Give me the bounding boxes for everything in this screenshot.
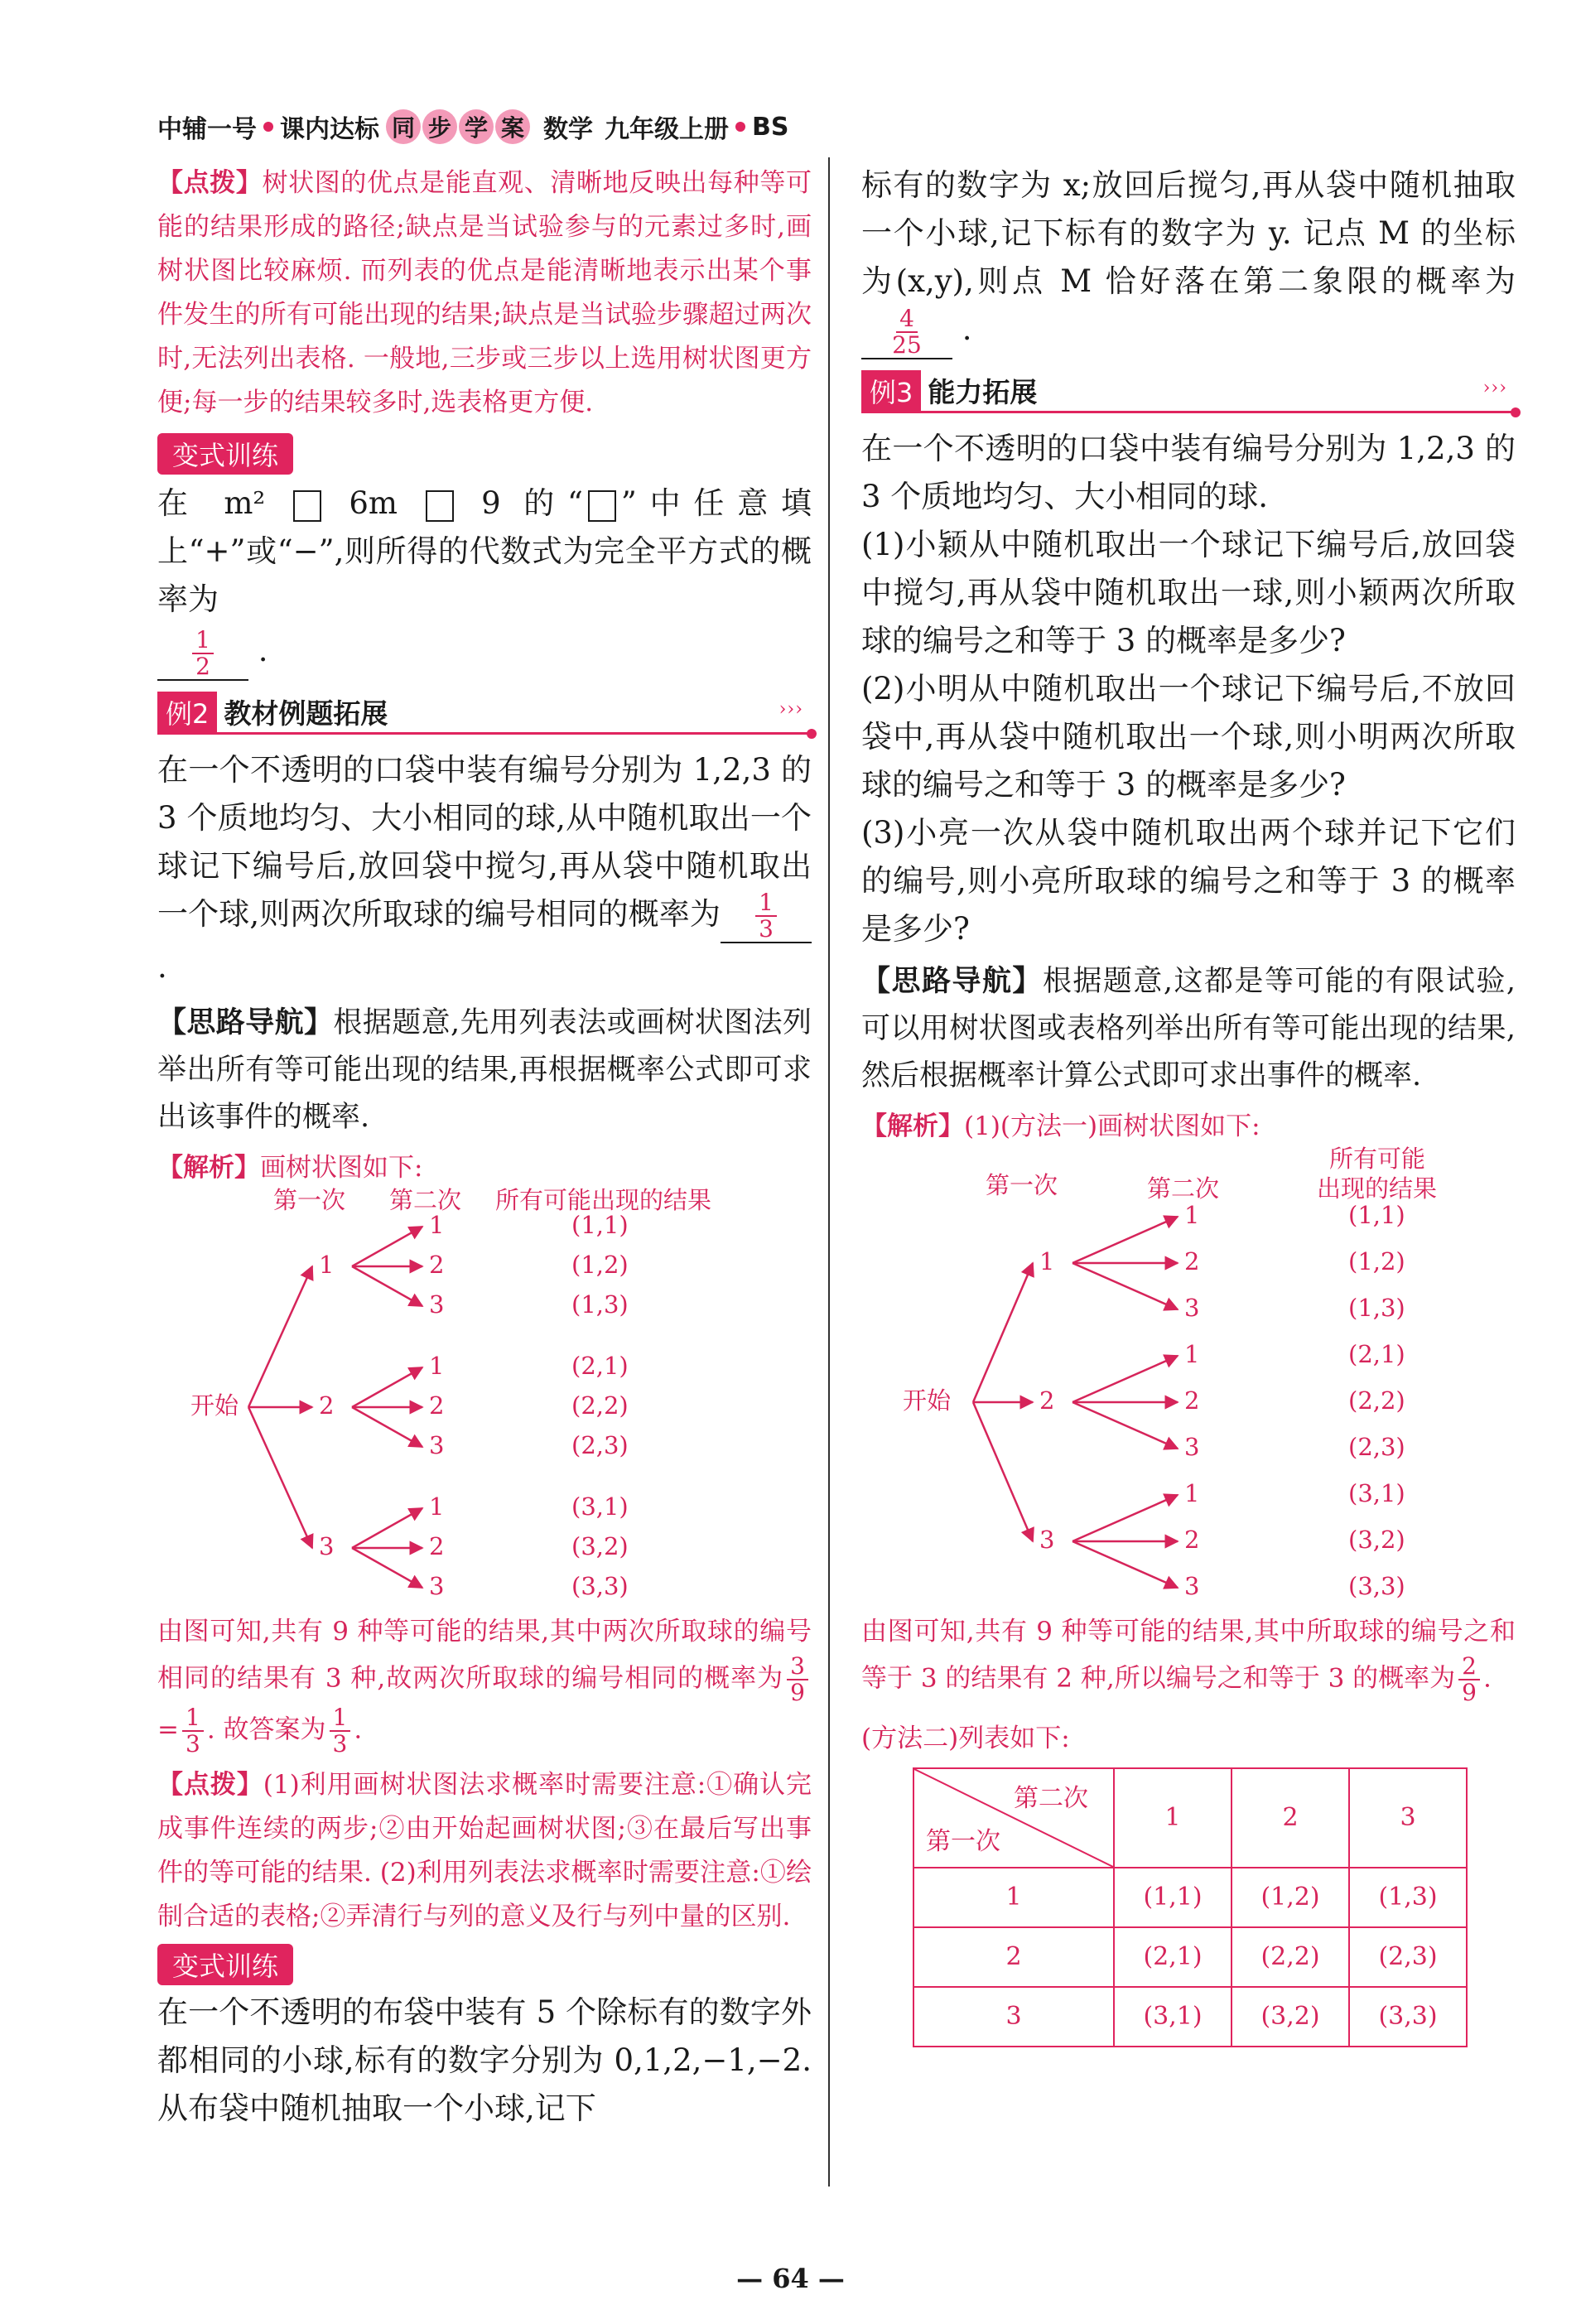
tip-1 (157, 162, 812, 425)
analysis-1 (157, 1146, 812, 1184)
tree-branch (973, 1263, 1033, 1402)
conclusion-1-text: 由图可知,共有 9 种等可能的结果,其中两次所取球的编号相同的结果有 3 种,故两次所取球的编号相同的概率为 (157, 1617, 812, 1694)
example-3-tag: 例3 (861, 370, 921, 412)
example-3-q1: (1)小颖从中随机取出一个球记下编号后,放回袋中搅匀,再从袋中随机取出一球,则小颖两次所取球的编号之和等于 3 的概率是多少? (861, 526, 1516, 658)
tip-1-text: 树状图的优点是能直观、清晰地反映出每种等可能的结果形成的路径;缺点是当试验参与的元素过多时,画树状图比较麻烦. 而列表的优点是能清晰地表示出某个事件发生的所有可能出现的结果;缺点是当试验步骤超过两次时,无法列出表格. 一般地,三步或三步以上选用树状图更方便;每一步的结果较多时,选表格更方便. (157, 168, 812, 417)
conclusion-1-text-b: . 故答案为 (206, 1714, 326, 1745)
numerator: 1 (755, 890, 777, 917)
table-cell: (3,1) (1114, 1987, 1232, 2047)
guide-1 (157, 1000, 812, 1141)
analysis-1-text: 画树状图如下: (260, 1153, 423, 1183)
corner-bottom-label: 第一次 (926, 1826, 1000, 1856)
tree-outcome: (1,2) (571, 1251, 629, 1279)
first-draw-node: 1 (319, 1251, 335, 1279)
tree-start: 开始 (190, 1391, 239, 1420)
tree-outcome: (2,3) (1348, 1432, 1405, 1461)
denominator: 3 (185, 1730, 200, 1757)
answer-fraction (892, 306, 922, 358)
period: . (354, 1714, 363, 1745)
tree-outcome: (3,2) (1348, 1525, 1405, 1554)
tree-branch (1072, 1356, 1178, 1402)
series: 课内达标 (280, 115, 379, 144)
dot-icon (1511, 407, 1521, 417)
blank-box (293, 490, 321, 522)
guide-2-label: 【思路导航】 (861, 964, 1043, 998)
example-2-tag: 例2 (157, 692, 217, 733)
answer-blank (861, 306, 952, 359)
guide-1-text: 根据题意,先用列表法或画树状图法列举出所有等可能出现的结果,再根据概率公式即可求出该事件的概率. (157, 1006, 812, 1134)
table-cell: (1,1) (1114, 1868, 1232, 1927)
dot-icon (807, 729, 817, 739)
method-2: (方法二)列表如下: (861, 1723, 1070, 1753)
chevrons-icon: ››› (1482, 377, 1507, 398)
second-draw-node: 2 (429, 1391, 445, 1420)
answer-fraction (192, 625, 214, 680)
answer-fraction (755, 890, 777, 942)
table-cell: (2,2) (1232, 1927, 1349, 1987)
tree-outcome: (2,2) (1348, 1386, 1405, 1415)
example-3-header (861, 371, 1516, 413)
first-draw-node: 2 (1039, 1386, 1055, 1415)
tree-diagram-1 (157, 1184, 812, 1606)
blank-box (588, 490, 616, 522)
tree-header-outcomes-a: 所有可能 (1329, 1144, 1426, 1173)
denominator: 9 (790, 1679, 805, 1706)
analysis-2-label: 【解析】 (861, 1111, 964, 1141)
tree-outcome: (3,2) (571, 1532, 629, 1560)
analysis-2 (861, 1105, 1516, 1142)
period: . (1482, 1663, 1492, 1693)
conclusion-2 (861, 1609, 1516, 1705)
grade: 九年级上册 (605, 115, 729, 144)
tree-outcome: (1,3) (571, 1290, 629, 1319)
example-3-question (861, 425, 1516, 953)
second-draw-node: 1 (1184, 1478, 1200, 1507)
tree-branch (352, 1548, 422, 1588)
second-draw-node: 2 (1184, 1246, 1200, 1275)
tree-outcome: (1,1) (571, 1211, 629, 1239)
tree-diagram-2 (861, 1142, 1516, 1606)
tree-outcome: (3,1) (571, 1492, 629, 1521)
example-2-text: 在一个不透明的口袋中装有编号分别为 1,2,3 的 3 个质地均匀、大小相同的球,从中随机取出一个球记下编号后,放回袋中搅匀,再从袋中随机取出一个球,则两次所取球的编号相同的概率为 (157, 751, 812, 932)
column-divider (828, 157, 830, 2187)
tree-branch (352, 1266, 422, 1306)
tree-header-second: 第二次 (389, 1186, 462, 1214)
running-header (157, 106, 788, 147)
table-col-header: 3 (1349, 1768, 1467, 1868)
blank-box (426, 490, 454, 522)
denominator: 2 (195, 652, 210, 680)
second-draw-node: 3 (429, 1572, 445, 1600)
tree-branch (248, 1266, 312, 1407)
page-number: — 64 — (736, 2263, 845, 2294)
tree-header-first: 第一次 (986, 1170, 1058, 1199)
analysis-2-text: (1)(方法一)画树状图如下: (964, 1111, 1260, 1141)
tree-outcome: (1,3) (1348, 1293, 1405, 1322)
dot-icon (263, 122, 273, 132)
second-draw-node: 3 (429, 1290, 445, 1319)
numerator: 1 (192, 628, 214, 654)
variant-1-question: 在 m² 6m 9 的“ ”中任意填上“+”或“−”,则所得的代数式为完全平方式的概率为 $\frac{1}{2}$ . (157, 485, 812, 680)
numerator: 1 (330, 1705, 351, 1732)
table-row-header: 3 (913, 1987, 1114, 2047)
tree-outcome: (1,1) (1348, 1200, 1405, 1229)
table-row-header: 1 (913, 1868, 1114, 1927)
variant-1 (157, 433, 812, 681)
example-2-title: 教材例题拓展 (224, 697, 388, 730)
table-cell: (3,2) (1232, 1987, 1349, 2047)
example-3-q3: (3)小亮一次从袋中随机取出两个球并记下它们的编号,则小亮所取球的编号之和等于 3 的概率是多少? (861, 814, 1516, 947)
second-draw-node: 1 (1184, 1339, 1200, 1368)
equals: = (157, 1714, 179, 1745)
tree-branch (352, 1407, 422, 1447)
denominator: 25 (892, 330, 922, 359)
table-col-header: 2 (1232, 1768, 1349, 1868)
chevrons-icon: ››› (778, 698, 803, 720)
variant-1-text-d: ”中任意填上“+”或“−”,则所得的代数式为完全平方式的概率为 (157, 485, 812, 617)
second-draw-node: 2 (429, 1251, 445, 1279)
tree-outcome: (1,2) (1348, 1246, 1405, 1275)
guide-2 (861, 958, 1516, 1100)
second-draw-node: 2 (1184, 1525, 1200, 1554)
answer-blank (721, 890, 812, 944)
tree-outcome: (3,1) (1348, 1478, 1405, 1507)
tree-outcome: (3,3) (1348, 1571, 1405, 1600)
circled-char: 案 (495, 109, 530, 144)
denominator: 9 (1462, 1678, 1477, 1706)
fraction (330, 1705, 351, 1757)
first-draw-node: 1 (1039, 1246, 1055, 1275)
example-2-header (157, 692, 812, 735)
table-cell: (2,1) (1114, 1927, 1232, 1987)
tip-2-text: (1)利用画树状图法求概率时需要注意:①确认完成事件连续的两步;②由开始起画树状图;③在最后写出事件的等可能的结果. (2)利用列表法求概率时需要注意:①绘制合适的表格;②弄清行与列的意义及行与列中量的区别. (157, 1770, 812, 1931)
variant-1-text-b: 6m (325, 485, 421, 521)
example-3-title: 能力拓展 (928, 376, 1038, 408)
numerator: 4 (896, 306, 918, 333)
table-corner (913, 1768, 1114, 1868)
denominator: 3 (759, 915, 774, 943)
tree-header-first: 第一次 (273, 1186, 346, 1214)
variant-2-badge: 变式训练 (157, 1944, 293, 1985)
numerator: 3 (787, 1654, 808, 1680)
variant-1-badge: 变式训练 (157, 433, 293, 475)
dot-icon (735, 122, 745, 132)
variant-1-text-a: 在 m² (157, 485, 288, 521)
example-2-question: 在一个不透明的口袋中装有编号分别为 1,2,3 的 3 个质地均匀、大小相同的球,从中随机取出一个球记下编号后,放回袋中搅匀,再从袋中随机取出一个球,则两次所取球的编号相同的概率为 $\frac{1}{3}$ . (157, 751, 812, 985)
table-cell: (2,3) (1349, 1927, 1467, 1987)
tree-branch (248, 1407, 312, 1548)
circled-char: 同 (386, 109, 421, 144)
tree-outcome: (2,3) (571, 1431, 629, 1459)
variant-1-text-c: 9 的“ (458, 485, 583, 521)
tree-start: 开始 (903, 1386, 952, 1415)
tree-branch (1072, 1263, 1178, 1309)
second-draw-node: 1 (1184, 1200, 1200, 1229)
tip-2-label: 【点拨】 (157, 1770, 263, 1800)
tree-branch (1072, 1402, 1178, 1449)
second-draw-node: 2 (1184, 1386, 1200, 1415)
table-row (913, 1927, 1467, 1987)
example-3-q2: (2)小明从中随机取出一个球记下编号后,不放回袋中,再从袋中随机取出一个球,则小明两次所取球的编号之和等于 3 的概率是多少? (861, 670, 1516, 803)
fraction (182, 1705, 204, 1757)
subject: 数学 (543, 115, 593, 144)
right-column (861, 162, 1516, 2047)
tree-branch (352, 1227, 422, 1266)
tree-outcome: (2,1) (571, 1352, 629, 1380)
outcome-table (913, 1767, 1468, 2047)
first-draw-node: 2 (319, 1391, 335, 1420)
analysis-1-label: 【解析】 (157, 1153, 260, 1183)
tip-2 (157, 1763, 812, 1939)
tree-outcome: (2,2) (571, 1391, 629, 1420)
tree-header-outcomes-b: 出现的结果 (1317, 1174, 1438, 1203)
second-draw-node: 3 (1184, 1432, 1200, 1461)
second-draw-node: 1 (429, 1352, 445, 1380)
table-cell: (1,2) (1232, 1868, 1349, 1927)
variant-2-continued: 标有的数字为 x;放回后搅匀,再从袋中随机抽取一个小球,记下标有的数字为 y. 记点 M 的坐标为(x,y),则点 M 恰好落在第二象限的概率为 $\frac{4}{25}$ . (861, 167, 1516, 359)
conclusion-2-text: 由图可知,共有 9 种等可能的结果,其中所取球的编号之和等于 3 的结果有 2 种,所以编号之和等于 3 的概率为 (861, 1616, 1516, 1693)
table-header-row (913, 1768, 1467, 1868)
circled-char: 学 (459, 109, 494, 144)
variant-2 (157, 1944, 812, 2133)
table-row (913, 1987, 1467, 2047)
left-column (157, 162, 812, 2133)
second-draw-node: 1 (429, 1211, 445, 1239)
second-draw-node: 3 (1184, 1571, 1200, 1600)
first-draw-node: 3 (1039, 1525, 1055, 1554)
fraction (1458, 1651, 1480, 1706)
guide-1-label: 【思路导航】 (157, 1006, 334, 1039)
answer-blank (157, 627, 248, 681)
tree-branch (1072, 1541, 1178, 1588)
tree-branch (352, 1367, 422, 1407)
tree-branch (973, 1402, 1033, 1541)
variant-2-continued-text: 标有的数字为 x;放回后搅匀,再从袋中随机抽取一个小球,记下标有的数字为 y. 记点 M 的坐标为(x,y),则点 M 恰好落在第二象限的概率为 (861, 167, 1516, 299)
table-row-header: 2 (913, 1927, 1114, 1987)
brand: 中辅一号 (157, 115, 257, 144)
numerator: 2 (1458, 1654, 1480, 1680)
variant-2-question: 在一个不透明的布袋中装有 5 个除标有的数字外都相同的小球,标有的数字分别为 0,1,2,−1,−2. 从布袋中随机抽取一个小球,记下 (157, 1994, 812, 2126)
tip-1-label: 【点拨】 (157, 168, 263, 198)
second-draw-node: 1 (429, 1492, 445, 1521)
fraction (787, 1654, 808, 1705)
numerator: 1 (182, 1705, 204, 1732)
tree-header-second: 第二次 (1147, 1174, 1220, 1203)
tree-header-outcomes: 所有可能出现的结果 (495, 1186, 712, 1214)
edition: BS (752, 112, 789, 142)
corner-top-label: 第二次 (1014, 1783, 1088, 1813)
conclusion-1 (157, 1609, 812, 1757)
guide-2-text: 根据题意,这都是等可能的有限试验,可以用树状图或表格列举出所有等可能出现的结果,然后根据概率计算公式即可求出事件的概率. (861, 964, 1516, 1092)
circled-char: 步 (422, 109, 457, 144)
example-3-intro: 在一个不透明的口袋中装有编号分别为 1,2,3 的 3 个质地均匀、大小相同的球. (861, 430, 1516, 514)
tree-outcome: (3,3) (571, 1572, 629, 1600)
second-draw-node: 3 (1184, 1293, 1200, 1322)
second-draw-node: 2 (429, 1532, 445, 1560)
table-cell: (1,3) (1349, 1868, 1467, 1927)
table-row (913, 1868, 1467, 1927)
first-draw-node: 3 (319, 1532, 335, 1560)
tree-branch (1072, 1495, 1178, 1541)
denominator: 3 (332, 1730, 348, 1757)
second-draw-node: 3 (429, 1431, 445, 1459)
tree-branch (352, 1508, 422, 1548)
table-col-header: 1 (1114, 1768, 1232, 1868)
table-cell: (3,3) (1349, 1987, 1467, 2047)
tree-branch (1072, 1217, 1178, 1263)
tree-outcome: (2,1) (1348, 1339, 1405, 1368)
